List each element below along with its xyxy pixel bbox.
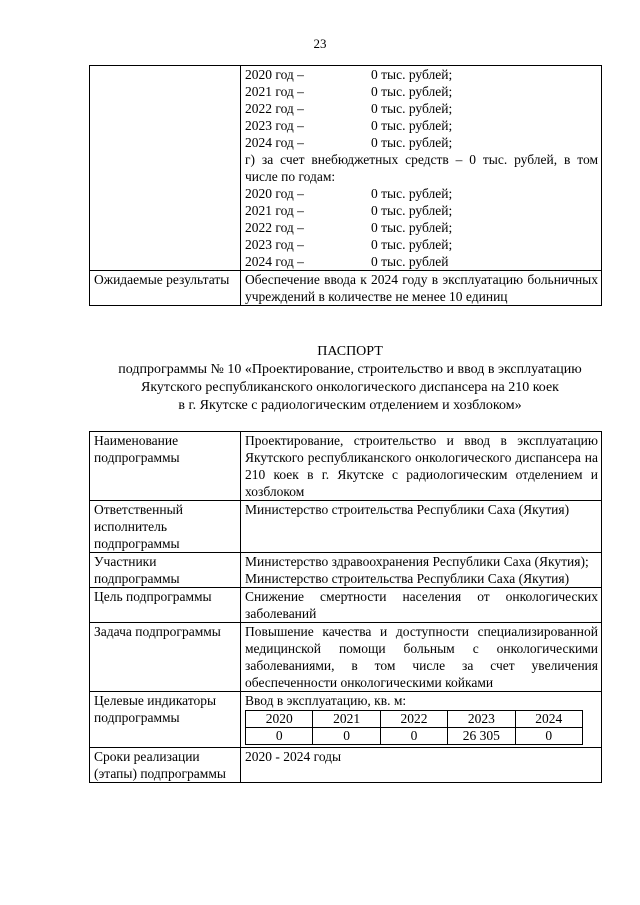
funding-line bbox=[245, 100, 598, 117]
funding-line bbox=[245, 236, 598, 253]
funding-line bbox=[245, 253, 598, 270]
funding-continuation-table bbox=[89, 65, 602, 306]
funding-year: 2021 год – bbox=[245, 203, 304, 218]
funding-year: 2021 год – bbox=[245, 84, 304, 99]
name-label: Наименование подпрограммы bbox=[90, 432, 241, 501]
participants-value bbox=[241, 553, 602, 588]
funding-line bbox=[245, 202, 598, 219]
indicator-value: 0 bbox=[246, 728, 313, 745]
indicator-year: 2021 bbox=[313, 711, 380, 728]
task-value: Повышение качества и доступности специализированной медицинской помощи больным с онкологическими заболеваниями, в том числе за счет увеличения обеспеченности онкологическими койками bbox=[241, 623, 602, 692]
name-value: Проектирование, строительство и ввод в эксплуатацию Якутского республиканского онкологического диспансера на 210 коек в г. Якутске с радиологическим отделением и хозблоком bbox=[241, 432, 602, 501]
indicator-year: 2022 bbox=[380, 711, 447, 728]
funding-year: 2023 год – bbox=[245, 237, 304, 252]
funding-year: 2022 год – bbox=[245, 101, 304, 116]
passport-heading: ПАСПОРТ bbox=[317, 344, 383, 359]
indicator-value: 0 bbox=[515, 728, 582, 745]
funding-year: 2023 год – bbox=[245, 118, 304, 133]
participant-item: Министерство здравоохранения Республики Саха (Якутия); bbox=[245, 554, 589, 569]
task-row bbox=[90, 623, 602, 692]
goal-value: Снижение смертности населения от онкологических заболеваний bbox=[241, 588, 602, 623]
passport-subtitle-line: подпрограммы № 10 «Проектирование, строительство и ввод в эксплуатацию bbox=[118, 362, 582, 377]
terms-row bbox=[90, 748, 602, 783]
passport-table bbox=[89, 431, 602, 783]
terms-label: Сроки реализации (этапы) подпрограммы bbox=[90, 748, 241, 783]
funding-year: 2024 год – bbox=[245, 254, 304, 269]
indicator-values-row bbox=[246, 728, 583, 745]
participants-label: Участники подпрограммы bbox=[90, 553, 241, 588]
indicator-value: 0 bbox=[380, 728, 447, 745]
funding-line bbox=[245, 134, 598, 151]
funding-year: 2024 год – bbox=[245, 135, 304, 150]
indicators-value bbox=[241, 692, 602, 748]
indicators-caption: Ввод в эксплуатацию, кв. м: bbox=[245, 693, 407, 708]
participant-item: Министерство строительства Республики Саха (Якутия) bbox=[245, 571, 570, 586]
indicator-value: 0 bbox=[313, 728, 380, 745]
funding-amount: 0 тыс. рублей; bbox=[371, 135, 453, 150]
goal-label: Цель подпрограммы bbox=[90, 588, 241, 623]
funding-year: 2020 год – bbox=[245, 186, 304, 201]
task-label: Задача подпрограммы bbox=[90, 623, 241, 692]
results-value: Обеспечение ввода к 2024 году в эксплуатацию больничных учреждений в количестве не менее 10 единиц bbox=[241, 271, 602, 306]
results-label: Ожидаемые результаты bbox=[90, 271, 241, 306]
name-row bbox=[90, 432, 602, 501]
funding-cell bbox=[241, 66, 602, 271]
indicator-year: 2020 bbox=[246, 711, 313, 728]
funding-amount: 0 тыс. рублей; bbox=[371, 67, 453, 82]
page-number: 23 bbox=[313, 36, 327, 51]
funding-line bbox=[245, 83, 598, 100]
funding-amount: 0 тыс. рублей; bbox=[371, 203, 453, 218]
funding-amount: 0 тыс. рублей; bbox=[371, 101, 453, 116]
funding-line bbox=[245, 66, 598, 83]
indicator-value: 26 305 bbox=[448, 728, 515, 745]
indicator-years-row bbox=[246, 711, 583, 728]
funding-line bbox=[245, 117, 598, 134]
funding-amount: 0 тыс. рублей bbox=[371, 254, 449, 269]
participants-row bbox=[90, 553, 602, 588]
funding-year: 2022 год – bbox=[245, 220, 304, 235]
funding-amount: 0 тыс. рублей; bbox=[371, 186, 453, 201]
funding-line bbox=[245, 219, 598, 236]
funding-amount: 0 тыс. рублей; bbox=[371, 237, 453, 252]
passport-subtitle-line: Якутского республиканского онкологического диспансера на 210 коек bbox=[140, 380, 559, 395]
funding-amount: 0 тыс. рублей; bbox=[371, 220, 453, 235]
empty-label-cell bbox=[90, 66, 241, 271]
goal-row bbox=[90, 588, 602, 623]
terms-value: 2020 - 2024 годы bbox=[241, 748, 602, 783]
executor-row bbox=[90, 501, 602, 553]
funding-amount: 0 тыс. рублей; bbox=[371, 84, 453, 99]
indicators-table bbox=[245, 710, 583, 745]
indicators-label: Целевые индикаторы подпрограммы bbox=[90, 692, 241, 748]
passport-subtitle-line: в г. Якутске с радиологическим отделением и хозблоком» bbox=[178, 398, 522, 413]
indicators-row bbox=[90, 692, 602, 748]
funding-amount: 0 тыс. рублей; bbox=[371, 118, 453, 133]
indicator-year: 2024 bbox=[515, 711, 582, 728]
executor-value: Министерство строительства Республики Саха (Якутия) bbox=[241, 501, 602, 553]
results-row bbox=[90, 271, 602, 306]
indicator-year: 2023 bbox=[448, 711, 515, 728]
funding-row bbox=[90, 66, 602, 271]
funding-year: 2020 год – bbox=[245, 67, 304, 82]
executor-label: Ответственный исполнитель подпрограммы bbox=[90, 501, 241, 553]
funding-line bbox=[245, 185, 598, 202]
passport-title bbox=[60, 343, 640, 415]
extra-funding-text: г) за счет внебюджетных средств – 0 тыс. рублей, в том числе по годам: bbox=[245, 152, 598, 184]
